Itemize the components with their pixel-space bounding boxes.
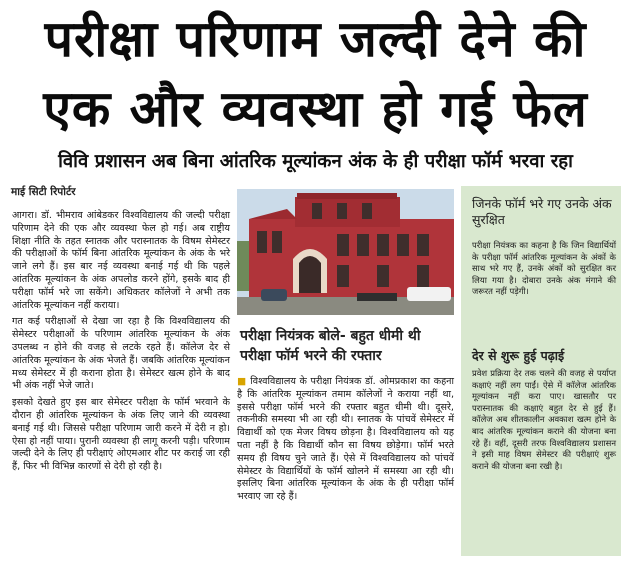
paragraph: विश्वविद्यालय के परीक्षा नियंत्रक डॉ. ओमप्रकाश का कहना है कि आंतरिक मूल्यांकन तमाम कॉलेजों ने कराया नहीं था, इससे परीक्षा फॉर्म भरने की रफ्तार बहुत धीमी थी। दूसरे, तकनीकी समस्या भी आ रही थी। स्नातक के पांचवें सेमेस्टर में विद्यार्थी को एक मेजर विषय छोड़ना है। विश्वविद्यालय को यह पता नहीं है कि विद्यार्थी कौन सा विषय छोड़ेगा। फॉर्म भरते समय ही विषय चुने जाते हैं। ऐसे में विश्वविद्यालय को पांचवें सेमेस्टर के विद्यार्थियों के फॉर्म खोलने में समस्या आ रही थी। इसलिए बिना आंतरिक मूल्यांकन के अंक के ही परीक्षा फॉर्म भरवाए जा रहे हैं। (237, 376, 454, 503)
article-column-2 (237, 376, 454, 508)
headline-line-1: परीक्षा परिणाम जल्दी देने की (44, 10, 587, 68)
article-column-1 (12, 210, 230, 478)
sidebar-text-1: परीक्षा नियंत्रक का कहना है कि जिन विद्यार्थियों के परीक्षा फॉर्म आंतरिक मूल्यांकन के अंकों के साथ भरे गए हैं, उनके अंकों को सुरक्षित कर लिया गया है। दोबारा उनके अंक मंगाने की जरूरत नहीं पड़ेगी। (472, 240, 616, 297)
university-building-photo (237, 189, 454, 315)
bullet-icon: ■ (237, 376, 247, 387)
paragraph: इसको देखते हुए इस बार सेमेस्टर परीक्षा के फॉर्म भरवाने के दौरान ही आंतरिक मूल्यांकन के अंक लिए जाने की व्यवस्था बनाई गई थी। जिससे परीक्षा परिणाम जारी करने में देरी न हो। ऐसा हो नहीं पाया। पुरानी व्यवस्था ही लागू करनी पड़ी। परिणाम जल्दी देने के लिए ही परीक्षाएं ओएमआर शीट पर कराई जा रही हैं, फिर भी विभिन्न कारणों से देरी हो रही है। (12, 397, 230, 473)
paragraph: आगरा। डॉ. भीमराव आंबेडकर विश्वविद्यालय की जल्दी परीक्षा परिणाम देने की एक और व्यवस्था फेल हो गई। अब राष्ट्रीय शिक्षा नीति के तहत स्नातक और परास्नातक के विषम सेमेस्टर की परीक्षाओं के फॉर्म बिना आंतरिक मूल्यांकन के अंक के भरे जाने लगे हैं। इस बार नई व्यवस्था बनाई गई थी कि पहले आंतरिक मूल्यांकन के अंक अपलोड करने होंगे, इसके बाद ही परीक्षा फॉर्म भरे जा सकेंगे। अधिकतर कॉलेजों ने अभी तक आंतरिक मूल्यांकन नहीं कराया। (12, 210, 230, 311)
sidebar-text-2: प्रवेश प्रक्रिया देर तक चलने की वजह से पर्याप्त कक्षाएं नहीं लग पाईं। ऐसे में कॉलेज आंतरिक मूल्यांकन नहीं करा पाए। खासतौर पर परास्नातक की कक्षाएं बहुत देर से हुई हैं। कॉलेज अब शीतकालीन अवकाश खत्म होने के बाद आंतरिक मूल्यांकन कराने की योजना बना रहे हैं। वहीं, दूसरी तरफ विश्वविद्यालय प्रशासन ने इसी माह विषम सेमेस्टर की परीक्षाएं शुरू कराने की योजना बना रखी है। (472, 368, 616, 471)
subheadline: विवि प्रशासन अब बिना आंतरिक मूल्यांकन अंक के ही परीक्षा फॉर्म भरवा रहा (58, 151, 573, 172)
paragraph: गत कई परीक्षाओं से देखा जा रहा है कि विश्वविद्यालय की सेमेस्टर परीक्षाओं के परिणाम आंतरिक मूल्यांकन के अंक उपलब्ध न होने की वजह से लटके रहते हैं। कॉलेज देर से आंतरिक मूल्यांकन के अंक भेजते हैं। जबकि आंतरिक मूल्यांकन मध्य सेमेस्टर में ही कराना होता है। सेमेस्टर खत्म होने के बाद भी अंक नहीं भेजे जाते। (12, 316, 230, 392)
sidebar-heading-1: जिनके फॉर्म भरे गए उनके अंक सुरक्षित (472, 196, 612, 227)
byline: माई सिटी रिपोर्टर (11, 186, 76, 198)
headline-line-2: एक और व्यवस्था हो गई फेल (43, 80, 588, 138)
sidebar-heading-2: देर से शुरू हुई पढ़ाई (472, 348, 565, 363)
column-2-heading: परीक्षा नियंत्रक बोले- बहुत धीमी थी परीक्षा फॉर्म भरने की रफ्तार (240, 328, 421, 364)
